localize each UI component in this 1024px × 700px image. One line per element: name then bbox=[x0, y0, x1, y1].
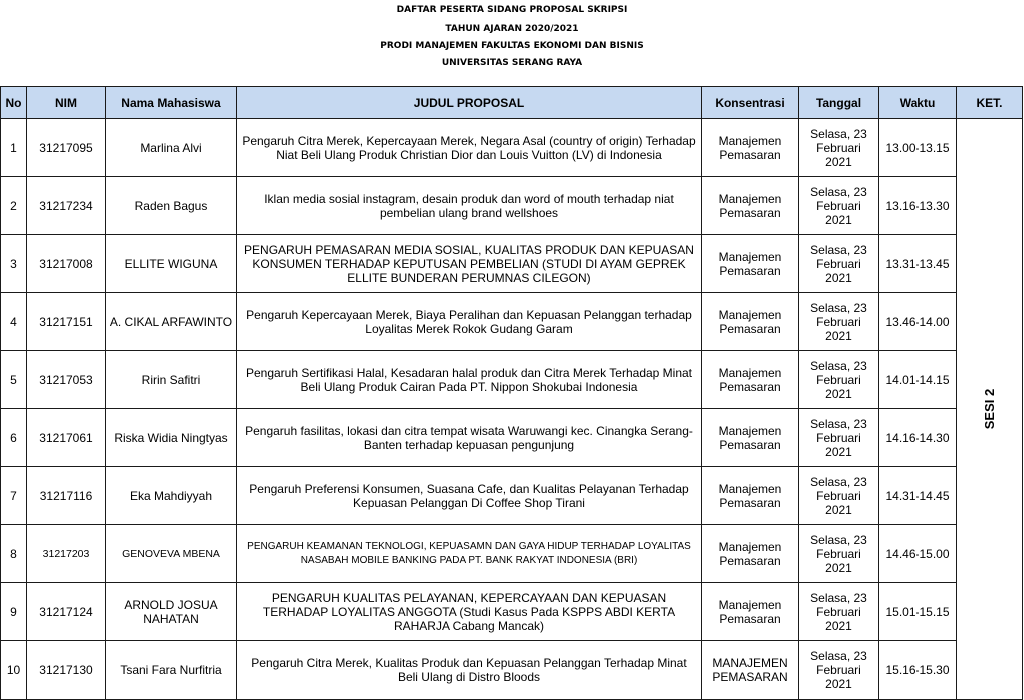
cell-waktu: 14.31-14.45 bbox=[879, 467, 957, 525]
cell-konsentrasi: MANAJEMEN PEMASARAN bbox=[702, 641, 799, 700]
column-header-ket: KET. bbox=[957, 87, 1023, 119]
cell-judul: Pengaruh Sertifikasi Halal, Kesadaran halal produk dan Citra Merek Terhadap Minat Beli Ulang Produk Cairan Pada PT. Nippon Shokubai Indonesia bbox=[237, 351, 702, 409]
cell-tanggal: Selasa, 23 Februari 2021 bbox=[799, 119, 879, 177]
cell-nama: Tsani Fara Nurfitria bbox=[106, 641, 237, 700]
header-academic-year: TAHUN AJARAN 2020/2021 bbox=[445, 24, 579, 34]
cell-no: 1 bbox=[1, 119, 27, 177]
cell-no: 2 bbox=[1, 177, 27, 235]
cell-judul: Pengaruh Citra Merek, Kepercayaan Merek, Negara Asal (country of origin) Terhadap Niat Beli Ulang Produk Christian Dior dan Louis Vuitton (LV) di Indonesia bbox=[237, 119, 702, 177]
cell-nim: 31217151 bbox=[27, 293, 106, 351]
cell-nama: Raden Bagus bbox=[106, 177, 237, 235]
cell-judul: Pengaruh fasilitas, lokasi dan citra tempat wisata Waruwangi kec. Cinangka Serang-Banten terhadap kepuasan pengunjung bbox=[237, 409, 702, 467]
table-row bbox=[1, 583, 1023, 641]
cell-nim: 31217234 bbox=[27, 177, 106, 235]
cell-judul: Pengaruh Preferensi Konsumen, Suasana Cafe, dan Kualitas Pelayanan Terhadap Kepuasan Pelanggan Di Coffee Shop Tirani bbox=[237, 467, 702, 525]
cell-tanggal: Selasa, 23 Februari 2021 bbox=[799, 467, 879, 525]
table-row bbox=[1, 641, 1023, 700]
table-row bbox=[1, 235, 1023, 293]
cell-waktu: 14.01-14.15 bbox=[879, 351, 957, 409]
header-university: UNIVERSITAS SERANG RAYA bbox=[441, 58, 583, 68]
table-row bbox=[1, 119, 1023, 177]
participants-table bbox=[0, 86, 1023, 700]
cell-ket-session bbox=[957, 119, 1023, 700]
cell-tanggal: Selasa, 23 Februari 2021 bbox=[799, 409, 879, 467]
table-row bbox=[1, 525, 1023, 583]
cell-waktu: 13.00-13.15 bbox=[879, 119, 957, 177]
cell-nama: Marlina Alvi bbox=[106, 119, 237, 177]
cell-tanggal: Selasa, 23 Februari 2021 bbox=[799, 641, 879, 700]
cell-nama: ELLITE WIGUNA bbox=[106, 235, 237, 293]
cell-no: 5 bbox=[1, 351, 27, 409]
cell-no: 8 bbox=[1, 525, 27, 583]
cell-tanggal: Selasa, 23 Februari 2021 bbox=[799, 351, 879, 409]
table-row bbox=[1, 467, 1023, 525]
cell-waktu: 13.46-14.00 bbox=[879, 293, 957, 351]
cell-konsentrasi: Manajemen Pemasaran bbox=[702, 525, 799, 583]
cell-judul: PENGARUH KUALITAS PELAYANAN, KEPERCAYAAN DAN KEPUASAN TERHADAP LOYALITAS ANGGOTA (Studi Kasus Pada KSPPS ABDI KERTA RAHARJA Cabang Mancak) bbox=[237, 583, 702, 641]
cell-no: 10 bbox=[1, 641, 27, 700]
cell-waktu: 15.01-15.15 bbox=[879, 583, 957, 641]
cell-waktu: 15.16-15.30 bbox=[879, 641, 957, 700]
cell-nama: Eka Mahdiyyah bbox=[106, 467, 237, 525]
table-row bbox=[1, 409, 1023, 467]
cell-tanggal: Selasa, 23 Februari 2021 bbox=[799, 583, 879, 641]
cell-nama: GENOVEVA MBENA bbox=[106, 525, 237, 583]
cell-judul: Pengaruh Citra Merek, Kualitas Produk dan Kepuasan Pelanggan Terhadap Minat Beli Ulang di Distro Bloods bbox=[237, 641, 702, 700]
cell-nama: A. CIKAL ARFAWINTO bbox=[106, 293, 237, 351]
cell-no: 9 bbox=[1, 583, 27, 641]
cell-konsentrasi: Manajemen Pemasaran bbox=[702, 409, 799, 467]
cell-nim: 31217124 bbox=[27, 583, 106, 641]
cell-nim: 31217095 bbox=[27, 119, 106, 177]
cell-waktu: 13.16-13.30 bbox=[879, 177, 957, 235]
cell-nim: 31217130 bbox=[27, 641, 106, 700]
cell-nim: 31217008 bbox=[27, 235, 106, 293]
cell-konsentrasi: Manajemen Pemasaran bbox=[702, 467, 799, 525]
cell-waktu: 14.46-15.00 bbox=[879, 525, 957, 583]
cell-nim: 31217061 bbox=[27, 409, 106, 467]
cell-judul: Iklan media sosial instagram, desain produk dan word of mouth terhadap niat pembelian ulang brand wellshoes bbox=[237, 177, 702, 235]
cell-konsentrasi: Manajemen Pemasaran bbox=[702, 351, 799, 409]
cell-nim: 31217203 bbox=[27, 525, 106, 583]
document-header bbox=[0, 0, 1024, 86]
cell-waktu: 13.31-13.45 bbox=[879, 235, 957, 293]
cell-konsentrasi: Manajemen Pemasaran bbox=[702, 583, 799, 641]
cell-nama: ARNOLD JOSUA NAHATAN bbox=[106, 583, 237, 641]
cell-konsentrasi: Manajemen Pemasaran bbox=[702, 235, 799, 293]
cell-judul: PENGARUH PEMASARAN MEDIA SOSIAL, KUALITAS PRODUK DAN KEPUASAN KONSUMEN TERHADAP KEPUTUSAN PEMBELIAN (STUDI DI AYAM GEPREK ELLITE BUNDERAN PERUMNAS CILEGON) bbox=[237, 235, 702, 293]
cell-no: 7 bbox=[1, 467, 27, 525]
table-row bbox=[1, 351, 1023, 409]
cell-no: 3 bbox=[1, 235, 27, 293]
cell-konsentrasi: Manajemen Pemasaran bbox=[702, 177, 799, 235]
header-title: DAFTAR PESERTA SIDANG PROPOSAL SKRIPSI bbox=[396, 5, 628, 15]
column-header-no: No bbox=[1, 87, 27, 119]
cell-judul: Pengaruh Kepercayaan Merek, Biaya Peralihan dan Kepuasan Pelanggan terhadap Loyalitas Merek Rokok Gudang Garam bbox=[237, 293, 702, 351]
column-header-konsentrasi: Konsentrasi bbox=[702, 87, 799, 119]
cell-konsentrasi: Manajemen Pemasaran bbox=[702, 119, 799, 177]
column-header-tanggal: Tanggal bbox=[799, 87, 879, 119]
cell-tanggal: Selasa, 23 Februari 2021 bbox=[799, 177, 879, 235]
cell-waktu: 14.16-14.30 bbox=[879, 409, 957, 467]
column-header-waktu: Waktu bbox=[879, 87, 957, 119]
cell-konsentrasi: Manajemen Pemasaran bbox=[702, 293, 799, 351]
table-row bbox=[1, 293, 1023, 351]
cell-nama: Ririn Safitri bbox=[106, 351, 237, 409]
column-header-nim: NIM bbox=[27, 87, 106, 119]
cell-no: 6 bbox=[1, 409, 27, 467]
cell-judul: PENGARUH KEAMANAN TEKNOLOGI, KEPUASAMN DAN GAYA HIDUP TERHADAP LOYALITAS NASABAH MOBILE BANKING PADA PT. BANK RAKYAT INDONESIA (BRI) bbox=[237, 525, 702, 583]
cell-tanggal: Selasa, 23 Februari 2021 bbox=[799, 235, 879, 293]
cell-nim: 31217053 bbox=[27, 351, 106, 409]
column-header-judul: JUDUL PROPOSAL bbox=[237, 87, 702, 119]
cell-nim: 31217116 bbox=[27, 467, 106, 525]
header-program: PRODI MANAJEMEN FAKULTAS EKONOMI DAN BISNIS bbox=[380, 41, 644, 51]
table-header-row bbox=[1, 87, 1023, 119]
cell-tanggal: Selasa, 23 Februari 2021 bbox=[799, 525, 879, 583]
column-header-nama: Nama Mahasiswa bbox=[106, 87, 237, 119]
session-label: SESI 2 bbox=[981, 388, 997, 430]
cell-tanggal: Selasa, 23 Februari 2021 bbox=[799, 293, 879, 351]
table-row bbox=[1, 177, 1023, 235]
cell-nama: Riska Widia Ningtyas bbox=[106, 409, 237, 467]
cell-no: 4 bbox=[1, 293, 27, 351]
